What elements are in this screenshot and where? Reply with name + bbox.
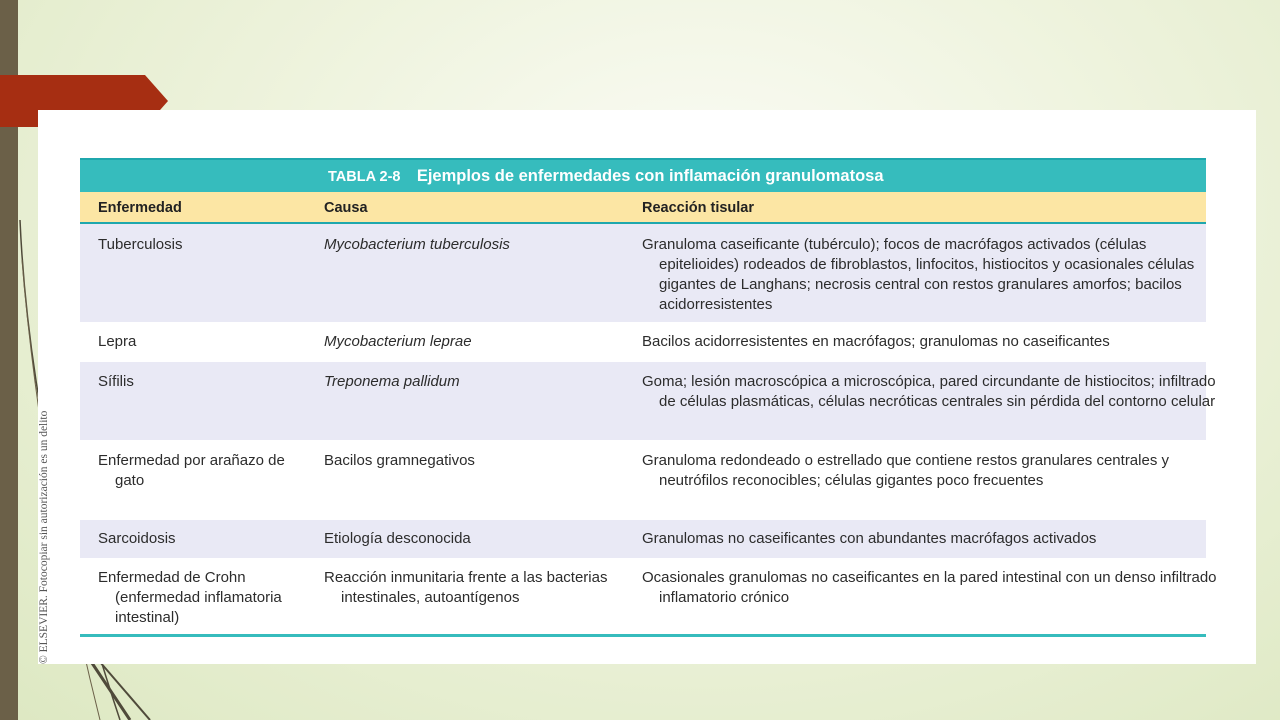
table-row <box>80 362 1216 440</box>
cell-enfermedad: Sífilis <box>98 373 134 390</box>
cell-reaccion: Goma; lesión macroscópica a microscópica, pared circundante de histiocitos; infiltrado de células plasmáticas, células necróticas centrales sin pérdida del contorno celular <box>642 373 1216 410</box>
cell-reaccion: Bacilos acidorresistentes en macrófagos; granulomas no caseificantes <box>642 333 1110 350</box>
header-causa: Causa <box>324 200 368 216</box>
table-row <box>80 440 1206 520</box>
table-header-row <box>80 192 1206 224</box>
table-title-bar <box>80 158 1206 192</box>
table-row <box>80 558 1217 634</box>
table-number: TABLA 2-8 <box>328 169 401 185</box>
cell-causa: Treponema pallidum <box>324 373 460 390</box>
cell-reaccion: Granuloma caseificante (tubérculo); focos de macrófagos activados (células epitelioides) rodeados de fibroblastos, linfocitos, histiocitos y ocasionales células gigantes de Langhans; necrosis central con restos granulares amorfos; bacilos acidorresistentes <box>642 236 1195 313</box>
cell-causa: Bacilos gramnegativos <box>324 452 475 469</box>
header-reaccion: Reacción tisular <box>642 200 755 216</box>
table-title: Ejemplos de enfermedades con inflamación granulomatosa <box>416 167 884 185</box>
cell-enfermedad: Sarcoidosis <box>98 530 176 547</box>
granulomatous-diseases-table <box>80 158 1217 637</box>
cell-reaccion: Granuloma redondeado o estrellado que contiene restos granulares centrales y neutrófilos reconocibles; células gigantes poco frecuentes <box>642 452 1169 489</box>
header-enfermedad: Enfermedad <box>98 200 182 216</box>
cell-enfermedad: Tuberculosis <box>98 236 183 253</box>
cell-causa: Etiología desconocida <box>324 530 471 547</box>
copyright-credit: © ELSEVIER. Fotocopiar sin autorización es un delito <box>38 410 50 664</box>
table-row <box>80 322 1206 362</box>
cell-enfermedad: Lepra <box>98 333 137 350</box>
cell-reaccion: Ocasionales granulomas no caseificantes en la pared intestinal con un denso infiltrado inflamatorio crónico <box>642 569 1217 606</box>
cell-enfermedad: Enfermedad de Crohn (enfermedad inflamatoria intestinal) <box>98 569 282 626</box>
cell-causa: Mycobacterium leprae <box>324 333 472 350</box>
table-row <box>80 224 1206 322</box>
cell-enfermedad: Enfermedad por arañazo de gato <box>98 452 285 489</box>
table-row <box>80 520 1206 558</box>
cell-causa: Reacción inmunitaria frente a las bacterias intestinales, autoantígenos <box>324 569 608 606</box>
table-bottom-rule <box>80 634 1206 637</box>
cell-reaccion: Granulomas no caseificantes con abundantes macrófagos activados <box>642 530 1097 547</box>
cell-causa: Mycobacterium tuberculosis <box>324 236 510 253</box>
